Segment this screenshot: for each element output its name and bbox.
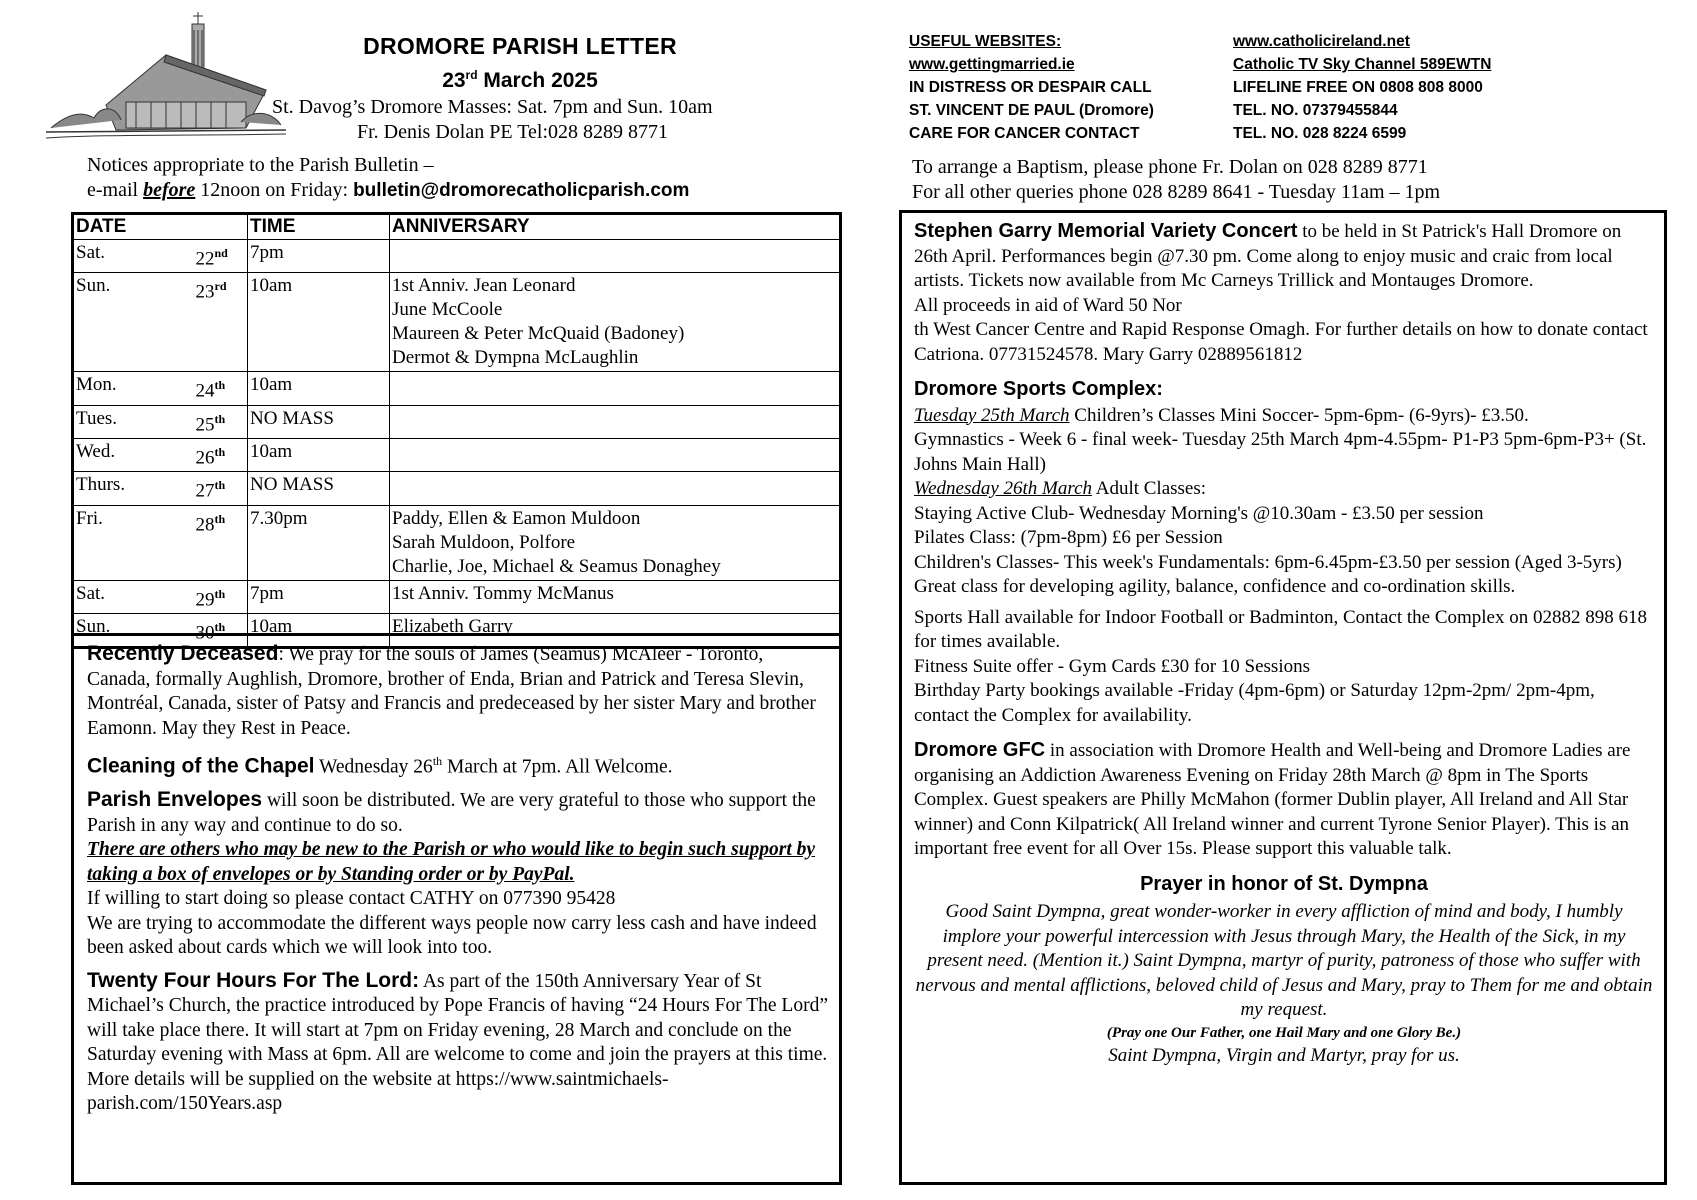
date-number: 30: [195, 622, 215, 644]
anniversary-name: June McCoole: [392, 299, 503, 321]
cleaning-text-post: March at 7pm. All Welcome.: [442, 756, 673, 778]
gfc-text: in association with Dromore Health and Well-being and Dromore Ladies are organising an Addiction Awareness Evening on Friday 28th March @ 8pm in The Sports Complex. Guest speakers are Philly McMahon (former Dublin player, All Ireland and All Star winner) and Conn Kilpatrick( All Ireland winner and current Tyrone Senior Player). This is an important free event for all Over 15s. Please support this valuable talk.: [914, 740, 1631, 859]
anniversary-name: Dermot & Dympna McLaughlin: [392, 347, 639, 369]
date-month-year: March 2025: [477, 69, 598, 92]
gettingmarried-link[interactable]: www.gettingmarried.ie: [909, 56, 1075, 73]
left-notices-box: [71, 633, 842, 1185]
date-cell: [172, 273, 248, 372]
mass-schedule-table: [71, 212, 842, 649]
cleaning-text-pre: Wednesday 26: [314, 756, 433, 778]
sports-heading: Dromore Sports Complex:: [914, 378, 1163, 400]
date-number: 24: [195, 380, 215, 402]
anniversary-cell: [390, 505, 841, 580]
notice-instruction: Notices appropriate to the Parish Bulletin –: [87, 154, 434, 176]
date-cell: [172, 240, 248, 273]
envelopes-emphasis: There are others who may be new to the Parish or who would like to begin such support by taking a box of envelopes or by Standing order or by PayPal.: [87, 839, 816, 885]
parish-envelopes-notice: [87, 788, 829, 961]
date-suffix: th: [214, 586, 226, 601]
time-cell: 7pm: [248, 580, 390, 613]
day-cell: Sat.: [73, 240, 172, 273]
date-suffix: nd: [214, 246, 228, 260]
concert-proceeds-1: All proceeds in aid of Ward 50 Nor: [914, 294, 1182, 316]
anniversary-name: Paddy, Ellen & Eamon Muldoon: [392, 507, 641, 529]
column-header-anniversary: ANNIVERSARY: [390, 214, 841, 240]
anniversary-cell: [390, 438, 841, 471]
prayer-title: Prayer in honor of St. Dympna: [1140, 872, 1428, 895]
time-cell: 7pm: [248, 240, 390, 273]
anniversary-cell: [390, 472, 841, 505]
table-row: [73, 405, 841, 438]
cleaning-notice: [87, 749, 829, 780]
day-cell: Mon.: [73, 372, 172, 405]
cleaning-sup: th: [432, 754, 443, 768]
sports-tuesday-text: Children’s Classes Mini Soccer- 5pm-6pm- (6-9yrs)- £3.50.: [1069, 404, 1529, 426]
hours-more-details: More details will be supplied on the website at https://www.saintmichaels-parish.com/150Years.asp: [87, 1068, 669, 1114]
mass-table-body: [73, 240, 841, 648]
sports-pilates: Pilates Class: (7pm-8pm) £6 per Session: [914, 527, 1223, 548]
sports-complex-notice: [914, 377, 1654, 728]
table-row: [73, 505, 841, 580]
day-cell: Wed.: [73, 438, 172, 471]
concert-notice: [914, 219, 1654, 367]
anniversary-name: Maureen & Peter McQuaid (Badoney): [392, 323, 685, 345]
day-cell: Sat.: [73, 580, 172, 613]
sports-staying-active: Staying Active Club- Wednesday Morning's @10.30am - £3.50 per session: [914, 502, 1484, 524]
date-cell: [172, 580, 248, 613]
anniversary-name: Sarah Muldoon, Polfore: [392, 531, 576, 553]
time-cell: 10am: [248, 273, 390, 372]
date-cell: [172, 372, 248, 405]
date-suffix: th: [214, 444, 226, 459]
sports-fitness: Fitness Suite offer - Gym Cards £30 for 10 Sessions: [914, 655, 1310, 677]
concert-heading: Stephen Garry Memorial Variety Concert: [914, 220, 1298, 242]
date-suffix: th: [214, 378, 226, 393]
anniversary-cell: [390, 240, 841, 273]
page-title: DROMORE PARISH LETTER: [363, 33, 677, 59]
notice-email-line: [87, 179, 689, 202]
notice-email-deadline: 12noon on Friday:: [195, 179, 354, 201]
hours-heading: Twenty Four Hours For The Lord:: [87, 968, 420, 992]
concert-text: to be held in St Patrick's Hall Dromore on 26th April. Performances begin @7.30 pm. Come along to enjoy music and craic from local artists. Tickets now available from Mc Carneys Trillick and Montauges Dromore.: [914, 221, 1622, 291]
time-cell: 10am: [248, 613, 390, 647]
priest-contact: Fr. Denis Dolan PE Tel:028 8289 8771: [357, 121, 669, 143]
cleaning-heading: Cleaning of the Chapel: [87, 754, 315, 778]
prayer-closing: Saint Dympna, Virgin and Martyr, pray for us.: [1108, 1044, 1460, 1066]
envelopes-text: will soon be distributed. We are very grateful to those who support the Parish in any way and continue to do so.: [87, 790, 816, 836]
day-cell: Fri.: [73, 505, 172, 580]
catholic-tv-info: Catholic TV Sky Channel 589EWTN: [1233, 56, 1492, 73]
date-number: 29: [195, 588, 215, 610]
twenty-four-hours-notice: [87, 969, 829, 1117]
time-cell: NO MASS: [248, 472, 390, 505]
cancer-care-label: CARE FOR CANCER CONTACT: [909, 125, 1140, 142]
date-suffix: rd: [214, 279, 227, 294]
notice-email-before: before: [143, 179, 196, 201]
day-cell: Sun.: [73, 613, 172, 647]
prayer-text: Good Saint Dympna, great wonder-worker in every affliction of mind and body, I humbly implore your powerful intercession with Jesus through Mary, the Health of the Sick, in my present need. (Mention it.) Saint Dympna, martyr of purity, patroness of those who suffer with nervous and mental afflictions, beloved child of Jesus and Mary, pray to Them for me and obtain my request.: [915, 901, 1653, 1020]
anniversary-name: 1st Anniv. Tommy McManus: [392, 582, 614, 604]
svdp-phone: TEL. NO. 07379455844: [1233, 102, 1398, 119]
sports-gymnastics: Gymnastics - Week 6 - final week- Tuesday 25th March 4pm-4.55pm- P1-P3 5pm-6pm-P3+ (St. Johns Main Hall): [914, 429, 1647, 475]
baptism-contact: To arrange a Baptism, please phone Fr. Dolan on 028 8289 8771: [912, 156, 1428, 178]
anniversary-name: Elizabeth Garry: [392, 615, 513, 637]
concert-proceeds-2: th West Cancer Centre and Rapid Response Omagh. For further details on how to donate contact Catriona. 07731524578. Mary Garry 02889561812: [914, 319, 1648, 365]
date-number: 27: [195, 480, 215, 502]
date-suffix: th: [214, 411, 226, 426]
recently-deceased-heading: Recently Deceased: [87, 642, 279, 665]
distress-phone: LIFELINE FREE ON 0808 808 8000: [1233, 79, 1483, 96]
column-header-time: TIME: [248, 214, 390, 240]
table-row: [73, 273, 841, 372]
date-number: 28: [195, 513, 215, 535]
date-suffix: th: [214, 478, 226, 493]
table-row: [73, 372, 841, 405]
date-cell: [172, 438, 248, 471]
column-header-date: DATE: [73, 214, 248, 240]
date-cell: [172, 472, 248, 505]
gfc-notice: [914, 738, 1654, 862]
sports-wednesday-label: Wednesday 26th March: [914, 478, 1093, 499]
letter-date: [0, 68, 1040, 93]
table-row: [73, 240, 841, 273]
date-cell: [172, 405, 248, 438]
svdp-label: ST. VINCENT DE PAUL (Dromore): [909, 102, 1154, 119]
anniversary-cell: [390, 405, 841, 438]
sports-tuesday-label: Tuesday 25th March: [914, 404, 1070, 426]
notice-email-pre: e-mail: [87, 179, 144, 201]
mass-times: St. Davog’s Dromore Masses: Sat. 7pm and Sun. 10am: [272, 96, 713, 118]
anniversary-name: Charlie, Joe, Michael & Seamus Donaghey: [392, 555, 721, 577]
date-day: 23: [442, 69, 466, 92]
gfc-heading: Dromore GFC: [914, 739, 1046, 761]
table-row: [73, 438, 841, 471]
envelopes-cash: We are trying to accommodate the different ways people now carry less cash and have indeed been asked about cards which we will look into too.: [87, 912, 817, 958]
notice-email-address[interactable]: bulletin@dromorecatholicparish.com: [353, 180, 690, 201]
prayer-instruction: (Pray one Our Father, one Hail Mary and one Glory Be.): [1106, 1024, 1462, 1041]
distress-label: IN DISTRESS OR DESPAIR CALL: [909, 79, 1152, 96]
anniversary-cell: [390, 273, 841, 372]
date-suffix: th: [214, 619, 226, 634]
sports-birthday: Birthday Party bookings available -Friday (4pm-6pm) or Saturday 12pm-2pm/ 2pm-4pm, contact the Complex for availability.: [914, 680, 1595, 726]
date-cell: [172, 505, 248, 580]
anniversary-name: 1st Anniv. Jean Leonard: [392, 275, 576, 297]
queries-contact: For all other queries phone 028 8289 8641 - Tuesday 11am – 1pm: [912, 181, 1441, 203]
date-suffix: th: [214, 511, 226, 526]
envelopes-heading: Parish Envelopes: [87, 788, 263, 811]
table-header-row: [73, 214, 841, 240]
table-row: [73, 472, 841, 505]
right-notices-box: [899, 210, 1667, 1185]
sports-children-classes: Children's Classes- This week's Fundamentals: 6pm-6.45pm-£3.50 per session (Aged 3-5yrs) Great class for developing agility, balance, confidence and co-ordination skills.: [914, 551, 1622, 597]
recently-deceased-text: : We pray for the souls of James (Seamus) McAleer - Toronto, Canada, formally Aughlish, Dromore, brother of Enda, Brian and Patrick and Teresa Slevin, Montréal, Canada, sister of Patsy and Francis and predeceased by her sister Mary and brother Eamonn. May they Rest in Peace.: [87, 644, 816, 739]
time-cell: NO MASS: [248, 405, 390, 438]
date-number: 25: [195, 413, 215, 435]
recently-deceased-notice: [87, 642, 829, 741]
day-cell: Thurs.: [73, 472, 172, 505]
time-cell: 7.30pm: [248, 505, 390, 580]
sports-hall: Sports Hall available for Indoor Football or Badminton, Contact the Complex on 02882 898 618 for times available.: [914, 606, 1647, 652]
useful-websites-label: USEFUL WEBSITES:: [909, 33, 1062, 50]
catholicireland-link[interactable]: www.catholicireland.net: [1233, 33, 1410, 50]
hours-text: As part of the 150th Anniversary Year of St Michael’s Church, the practice introduced by Pope Francis of having “24 Hours For The Lord” will take place there. It will start at 7pm on Friday evening, 28 March and conclude on the Saturday evening with Mass at 6pm. All are welcome to come and join the prayers at this time.: [87, 970, 828, 1065]
cancer-care-phone: TEL. NO. 028 8224 6599: [1233, 125, 1407, 142]
sports-wednesday-text: Adult Classes:: [1092, 478, 1207, 499]
anniversary-cell: [390, 580, 841, 613]
time-cell: 10am: [248, 438, 390, 471]
time-cell: 10am: [248, 372, 390, 405]
date-suffix: rd: [465, 68, 478, 82]
date-number: 23: [195, 281, 215, 303]
date-number: 26: [195, 447, 215, 469]
day-cell: Sun.: [73, 273, 172, 372]
anniversary-cell: [390, 372, 841, 405]
table-row: [73, 580, 841, 613]
envelopes-contact: If willing to start doing so please contact CATHY on 077390 95428: [87, 888, 616, 909]
date-number: 22: [195, 248, 215, 270]
day-cell: Tues.: [73, 405, 172, 438]
